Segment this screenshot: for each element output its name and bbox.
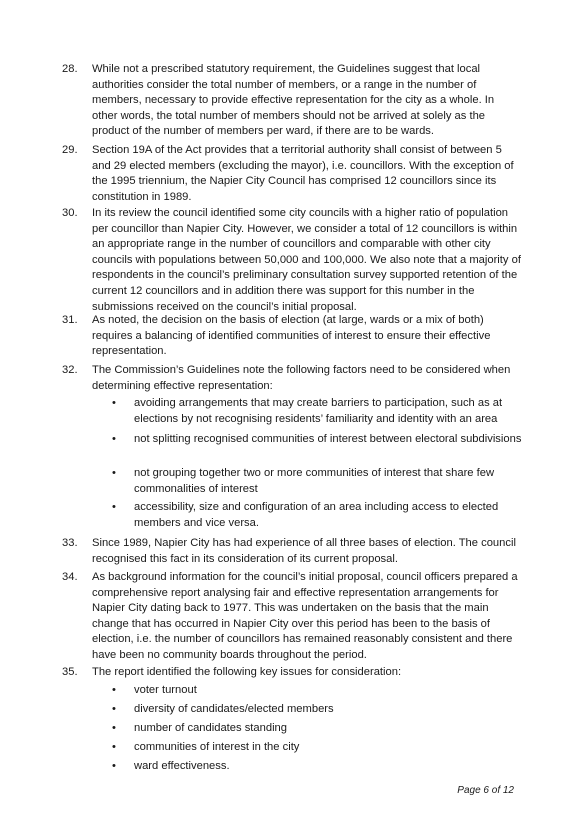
list-item: • diversity of candidates/elected members bbox=[112, 702, 522, 718]
list-item: • not grouping together two or more communities of interest that share few commonalities of interest bbox=[112, 467, 495, 495]
paragraph-28 bbox=[62, 62, 522, 140]
paragraph-34 bbox=[62, 570, 522, 664]
paragraph-number: 32. bbox=[62, 364, 78, 376]
paragraph-number: 30. bbox=[62, 207, 78, 219]
paragraph-number: 33. bbox=[62, 537, 78, 549]
list-item: • not splitting recognised communities of interest between electoral subdivisions bbox=[112, 432, 522, 448]
bullet-icon: • bbox=[112, 397, 116, 409]
paragraph-29 bbox=[62, 143, 522, 205]
bullet-icon: • bbox=[112, 684, 116, 696]
paragraph-text: While not a prescribed statutory requirement, the Guidelines suggest that local authorities consider the total number of members, or a range in the number of members, necessary to provide effective representation for the city as a whole. In other words, the total number of members should not be arrived at solely as the product of the number of members per ward, if there are to be wards. bbox=[92, 63, 495, 138]
list-item: • number of candidates standing bbox=[112, 721, 522, 737]
list-item: • accessibility, size and configuration of an area including access to elected members and vice versa. bbox=[112, 501, 499, 529]
paragraph-number: 35. bbox=[62, 666, 78, 678]
bullet-icon: • bbox=[112, 501, 116, 513]
paragraph-text: The report identified the following key issues for consideration: bbox=[92, 666, 402, 678]
list-item: • communities of interest in the city bbox=[112, 740, 522, 756]
paragraph-31 bbox=[62, 313, 522, 360]
paragraph-35 bbox=[62, 665, 522, 681]
paragraph-number: 29. bbox=[62, 144, 78, 156]
paragraph-text: Section 19A of the Act provides that a territorial authority shall consist of between 5 and 29 elected members (excluding the mayor), i.e. councillors. With the exception of the 1995 triennium, the Napier City Council has comprised 12 councillors since its constitution in 1989. bbox=[92, 144, 514, 203]
bullet-icon: • bbox=[112, 433, 116, 445]
paragraph-33 bbox=[62, 536, 522, 567]
list-item: • voter turnout bbox=[112, 683, 522, 699]
paragraph-number: 28. bbox=[62, 63, 78, 75]
bullet-icon: • bbox=[112, 760, 116, 772]
list-item: • avoiding arrangements that may create barriers to participation, such as at elections by not recognising residents’ familiarity and identity with an area bbox=[112, 397, 503, 425]
paragraph-text: Since 1989, Napier City has had experience of all three bases of election. The council recognised this fact in its consideration of its current proposal. bbox=[92, 537, 516, 565]
paragraph-number: 34. bbox=[62, 571, 78, 583]
paragraph-text: The Commission’s Guidelines note the following factors need to be considered when determining effective representation: bbox=[92, 364, 511, 392]
paragraph-text: As noted, the decision on the basis of election (at large, wards or a mix of both) requires a balancing of identified communities of interest to ensure their effective representation. bbox=[92, 314, 491, 358]
bullet-icon: • bbox=[112, 703, 116, 715]
paragraph-text: As background information for the council’s initial proposal, council officers prepared a comprehensive report analysing fair and effective representation arrangements for Napier City dating back to 1977. This was undertaken on the basis that the main change that has occurred in Napier City over this period has been to the basis of election, i.e. the number of councillors has remained reasonably consistent and there have been no community boards throughout the period. bbox=[92, 571, 518, 661]
paragraph-text: In its review the council identified some city councils with a higher ratio of population per councillor than Napier City. However, we consider a total of 12 councillors is within an appropriate range in the number of councillors and comparable with other city councils with populations between 50,000 and 100,000. We also note that a majority of respondents in the council’s preliminary consultation survey supported retention of the current 12 councillors and in addition there was support for this number in the submissions received on the council’s initial proposal. bbox=[92, 207, 521, 313]
paragraph-32 bbox=[62, 363, 522, 394]
bullet-icon: • bbox=[112, 741, 116, 753]
paragraph-number: 31. bbox=[62, 314, 78, 326]
page-number: Page 6 of 12 bbox=[457, 785, 514, 796]
bullet-icon: • bbox=[112, 467, 116, 479]
paragraph-30 bbox=[62, 206, 522, 315]
bullet-icon: • bbox=[112, 722, 116, 734]
list-item: • ward effectiveness. bbox=[112, 759, 522, 775]
